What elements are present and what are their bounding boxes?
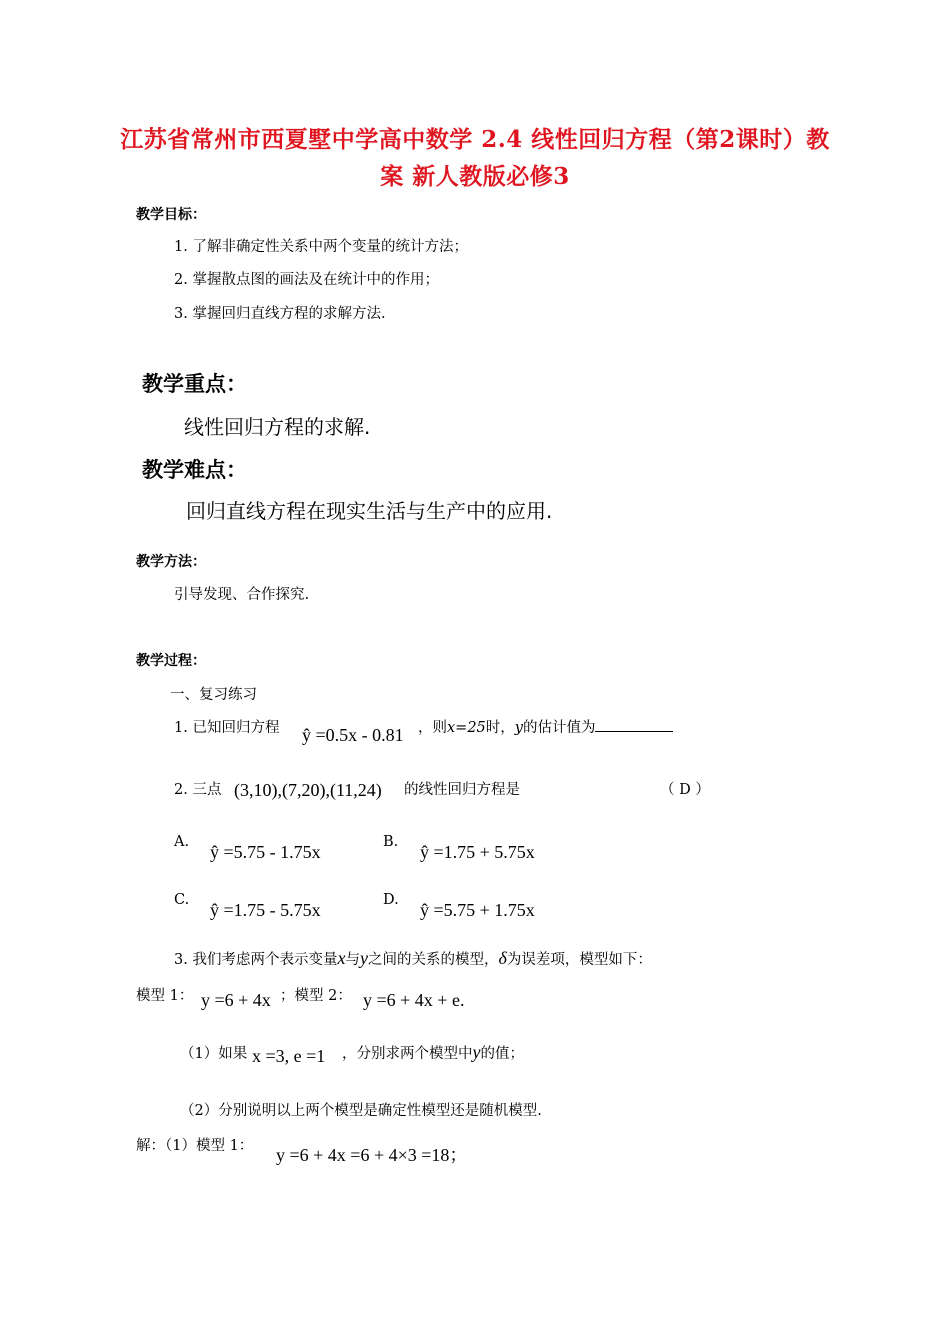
model-2-expr: y =6 + 4x + e. [363, 990, 465, 1010]
model-1-label: 模型 1： [136, 988, 194, 1004]
solution-expr: y =6 + 4x =6 + 4×3 =18； [276, 1145, 468, 1165]
document-title-line1: 江苏省常州市西夏墅中学高中数学 2.4 线性回归方程（第2课时）教 [120, 126, 830, 153]
document-title-line2: 案 新人教版必修3 [380, 163, 570, 190]
model-2-label: ；模型 2： [280, 988, 352, 1004]
methods-heading: 教学方法： [136, 554, 206, 570]
option-c-expr: ŷ =1.75 - 5.75x [210, 900, 321, 920]
answer-blank [595, 717, 673, 732]
question-2-text: 的线性回归方程是 [404, 782, 520, 798]
option-a-expr: ŷ =5.75 - 1.75x [210, 842, 321, 862]
question-1-text: ，则x=25时，y的估计值为 [418, 716, 673, 737]
option-b-letter: B. [383, 834, 399, 850]
sub-question-1-b: ，分别求两个模型中y的值； [342, 1042, 524, 1062]
objectives-heading: 教学目标： [136, 207, 206, 223]
question-3-intro: 3. 我们考虑两个表示变量x与y之间的关系的模型，δ为误差项，模型如下： [174, 948, 652, 968]
question-2-points: (3,10),(7,20),(11,24) [234, 780, 382, 800]
difficulties-text: 回归直线方程在现实生活与生产中的应用. [186, 499, 553, 523]
objective-item-2: 2. 掌握散点图的画法及在统计中的作用； [174, 272, 439, 288]
option-b-expr: ŷ =1.75 + 5.75x [420, 842, 535, 862]
option-c-letter: C. [174, 892, 190, 908]
solution-label: 解：（1）模型 1： [136, 1138, 254, 1154]
option-a-letter: A. [174, 834, 190, 850]
objective-item-1: 1. 了解非确定性关系中两个变量的统计方法； [174, 239, 468, 255]
sub-question-1-a: （1）如果 [180, 1046, 248, 1062]
difficulties-heading: 教学难点： [142, 458, 247, 482]
question-1-equation: ŷ =0.5x - 0.81 [302, 725, 404, 745]
question-2-answer: （ D ） [660, 782, 710, 798]
question-2-label: 2. 三点 [174, 782, 222, 798]
option-d-expr: ŷ =5.75 + 1.75x [420, 900, 535, 920]
key-points-text: 线性回归方程的求解. [184, 415, 371, 439]
process-heading: 教学过程： [136, 653, 206, 669]
sub-question-2: （2）分别说明以上两个模型是确定性模型还是随机模型. [180, 1103, 542, 1119]
key-points-heading: 教学重点： [142, 372, 247, 396]
objective-item-3: 3. 掌握回归直线方程的求解方法. [174, 306, 386, 322]
methods-text: 引导发现、合作探究. [174, 587, 310, 603]
section-review-heading: 一、复习练习 [170, 687, 257, 703]
model-1-expr: y =6 + 4x [201, 990, 271, 1010]
option-d-letter: D. [383, 892, 399, 908]
sub-question-1-condition: x =3, e =1 [252, 1046, 326, 1066]
question-1-label: 1. 已知回归方程 [174, 720, 280, 736]
